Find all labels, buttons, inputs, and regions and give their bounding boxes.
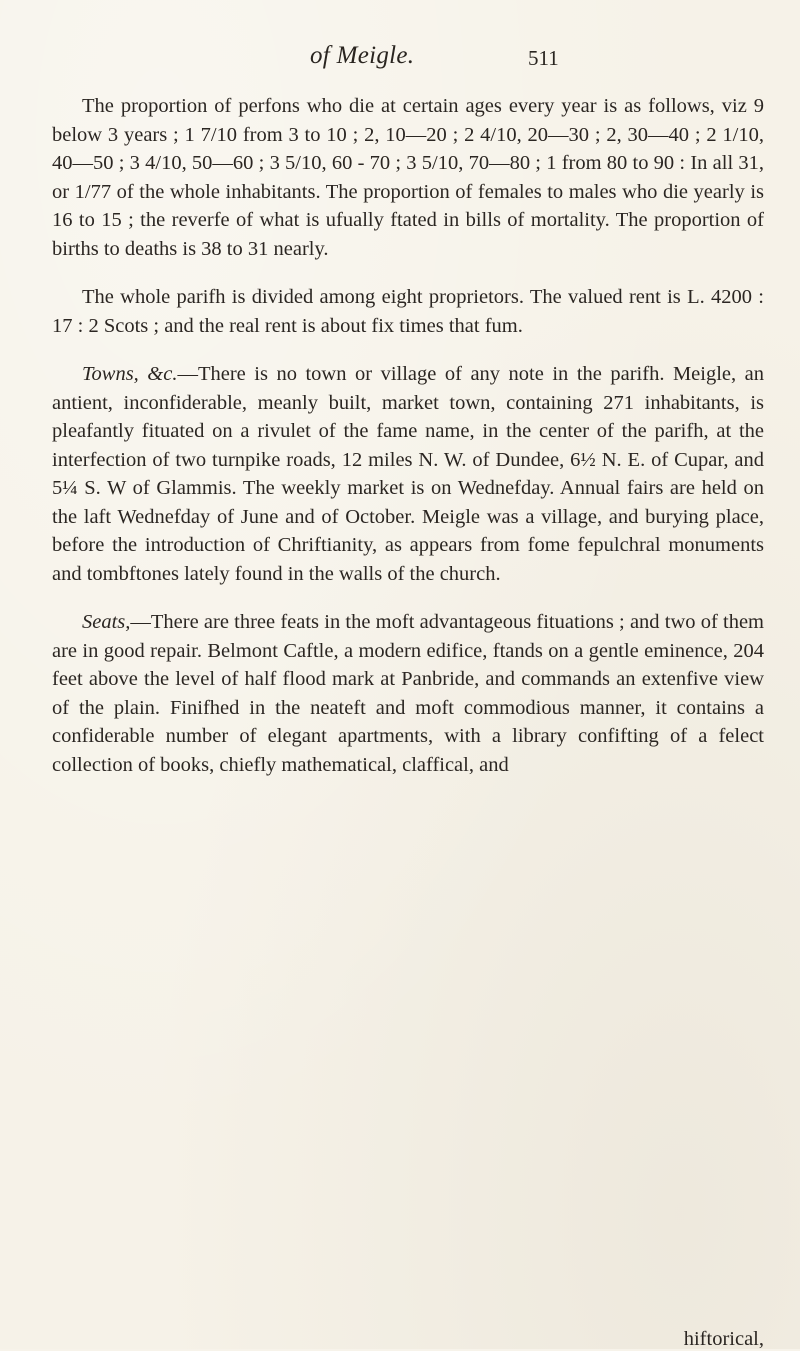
paragraph-text: —There is no town or village of any note in the parifh. Meigle, an antient, inconfiderable, meanly built, market town, containing 271 inhabitants, is pleafantly fituated on a rivulet of the fame name, in the center of the parifh, at the interfection of two turnpike roads, 12 miles N. W. of Dundee, 6½ N. E. of Cupar, and 5¼ S. W of Glammis. The weekly market is on Wednefday. Annual fairs are held on the laft Wednefday of June and of October. Meigle was a village, and burying place, before the introduction of Chriftianity, as appears from fome fepulchral monuments and tombftones lately found in the walls of the church. bbox=[52, 363, 765, 585]
running-head: of Meigle. bbox=[310, 42, 415, 69]
paragraph-text: —There are three feats in the moft advantageous fituations ; and two of them are in good repair. Belmont Caftle, a modern edifice, ftands on a gentle eminence, 204 feet above the level of half flood mark at Panbride, and commands an extenfive view of the plain. Finifhed in the neateft and moft commodious manner, it contains a confiderable number of elegant apartments, with a library confifting of a felect collection of books, chiefly mathematical, claffical, and bbox=[52, 611, 764, 776]
paragraph-seats bbox=[52, 608, 764, 779]
page-number: 511 bbox=[528, 46, 559, 70]
catchword: hiftorical, bbox=[683, 1328, 764, 1350]
paragraph-towns bbox=[52, 360, 764, 588]
body-text bbox=[52, 92, 764, 779]
section-heading-towns: Towns, &c. bbox=[82, 363, 178, 385]
paragraph-text: The whole parifh is divided among eight proprietors. The valued rent is L. 4200 : 17 : 2 Scots ; and the real rent is about fix times that fum. bbox=[52, 286, 764, 337]
paragraph-mortality bbox=[52, 92, 764, 263]
page-header bbox=[0, 36, 800, 76]
paragraph-proprietors bbox=[52, 283, 764, 340]
paragraph-text: The proportion of perfons who die at certain ages every year is as follows, viz 9 below 3 years ; 1 7/10 from 3 to 10 ; 2, 10—20 ; 2 4/10, 20—30 ; 2, 30—40 ; 2 1/10, 40—50 ; 3 4/10, 50—60 ; 3 5/10, 60 - 70 ; 3 5/10, 70—80 ; 1 from 80 to 90 : In all 31, or 1/77 of the whole inhabitants. The proportion of females to males who die yearly is 16 to 15 ; the reverfe of what is ufually ftated in bills of mortality. The proportion of births to deaths is 38 to 31 nearly. bbox=[52, 95, 764, 260]
section-heading-seats: Seats, bbox=[82, 611, 131, 633]
